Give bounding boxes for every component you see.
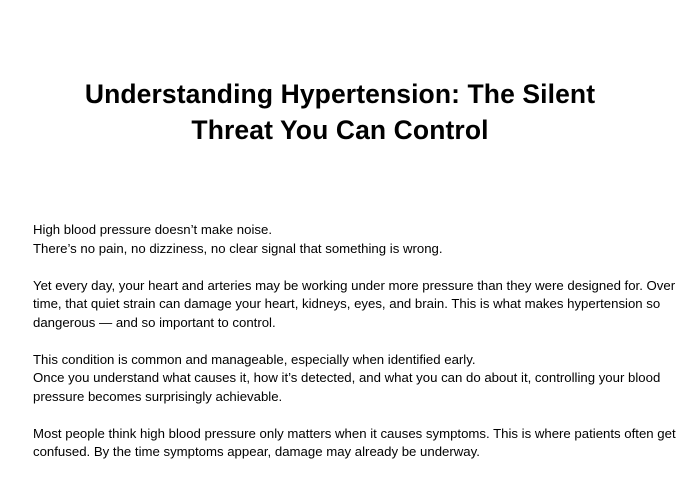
paragraph-line: time, that quiet strain can damage your heart, kidneys, eyes, and brain. This is what makes hypertension so [33,296,661,311]
paragraph-damage [33,277,676,333]
paragraph-line: This condition is common and manageable, especially when identified early. [33,351,476,367]
paragraph-line: High blood pressure doesn’t make noise. [33,222,272,237]
paragraph-line: pressure becomes surprisingly achievable. [33,388,283,404]
article-body [33,221,676,480]
paragraph-line: There’s no pain, no dizziness, no clear signal that something is wrong. [33,240,443,256]
paragraph-intro [33,221,673,258]
paragraph-line: confused. By the time symptoms appear, damage may already be underway. [33,444,480,459]
page-title [40,76,640,148]
paragraph-line: dangerous — and so important to control. [33,314,276,330]
paragraph-line: Once you understand what causes it, how it’s detected, and what you can do about it, controlling your blood [33,370,661,385]
title-line: Understanding Hypertension: The Silent [84,79,596,109]
paragraph-line: Yet every day, your heart and arteries may be working under more pressure than they were designed for. Over [33,277,676,293]
paragraph-line: Most people think high blood pressure only matters when it causes symptoms. This is where patients often get [33,425,676,441]
title-line: Threat You Can Control [191,115,489,145]
paragraph-symptoms [33,425,676,462]
paragraph-manageable [33,351,673,407]
